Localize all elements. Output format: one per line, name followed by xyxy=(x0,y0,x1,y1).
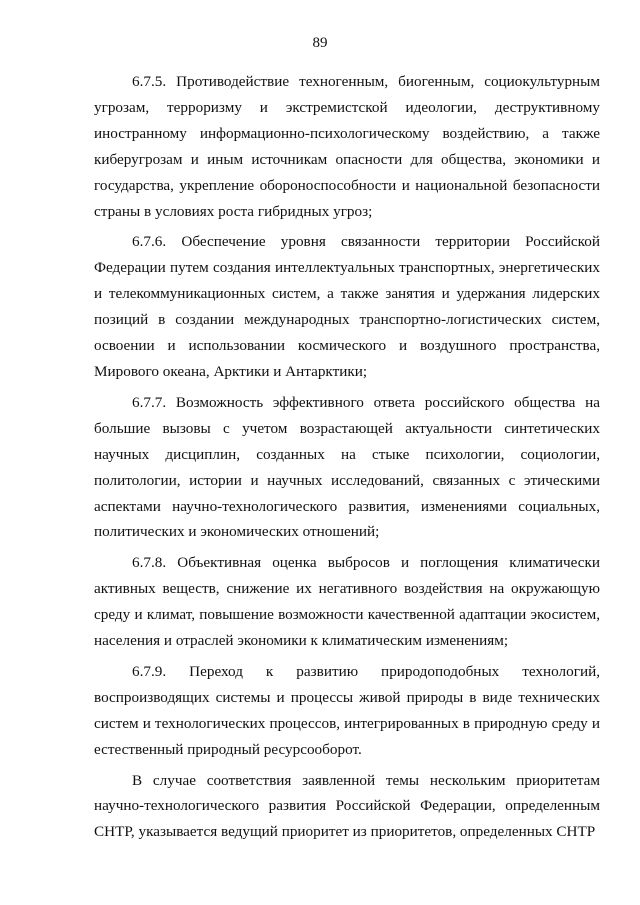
paragraph-6-7-9: 6.7.9. Переход к развитию природоподобных технологий, воспроизводящих системы и процессы живой природы в виде технических систем и технологических процессов, интегрированных в природную среду и естественный природный ресурсооборот. xyxy=(94,662,600,758)
paragraph-6-7-7: 6.7.7. Возможность эффективного ответа российского общества на большие вызовы с учетом возрастающей актуальности синтетических научных дисциплин, созданных на стыке психологии, социологии, политологии, истории и научных исследований, связанных с этическими аспектами научно-технологического развития, изменениями социальных, политических и экономических отношений; xyxy=(94,393,600,541)
document-body xyxy=(94,69,600,845)
paragraph-6-7-8: 6.7.8. Объективная оценка выбросов и поглощения климатически активных веществ, снижение их негативного воздействия на окружающую среду и климат, повышение возможности качественной адаптации экосистем, населения и отраслей экономики к климатическим изменениям; xyxy=(94,554,600,650)
paragraph-6-7-6: 6.7.6. Обеспечение уровня связанности территории Российской Федерации путем создания интеллектуальных транспортных, энергетических и телекоммуникационных систем, а также занятия и удержания лидерских позиций в создании международных транспортно-логистических систем, освоении и использовании космического и воздушного пространства, Мирового океана, Арктики и Антарктики; xyxy=(94,233,600,380)
paragraph-priority-note: В случае соответствия заявленной темы нескольким приоритетам научно-технологического развития Российской Федерации, определенным СНТР, указывается ведущий приоритет из приоритетов, определенных СНТР xyxy=(94,771,600,841)
page-number: 89 xyxy=(312,35,328,51)
paragraph-6-7-5: 6.7.5. Противодействие техногенным, биогенным, социокультурным угрозам, терроризму и экстремистской идеологии, деструктивному иностранному информационно-психологическому воздействию, а также киберугрозам и иным источникам опасности для общества, экономики и государства, укрепление обороноспособности и национальной безопасности страны в условиях роста гибридных угроз; xyxy=(94,73,600,220)
